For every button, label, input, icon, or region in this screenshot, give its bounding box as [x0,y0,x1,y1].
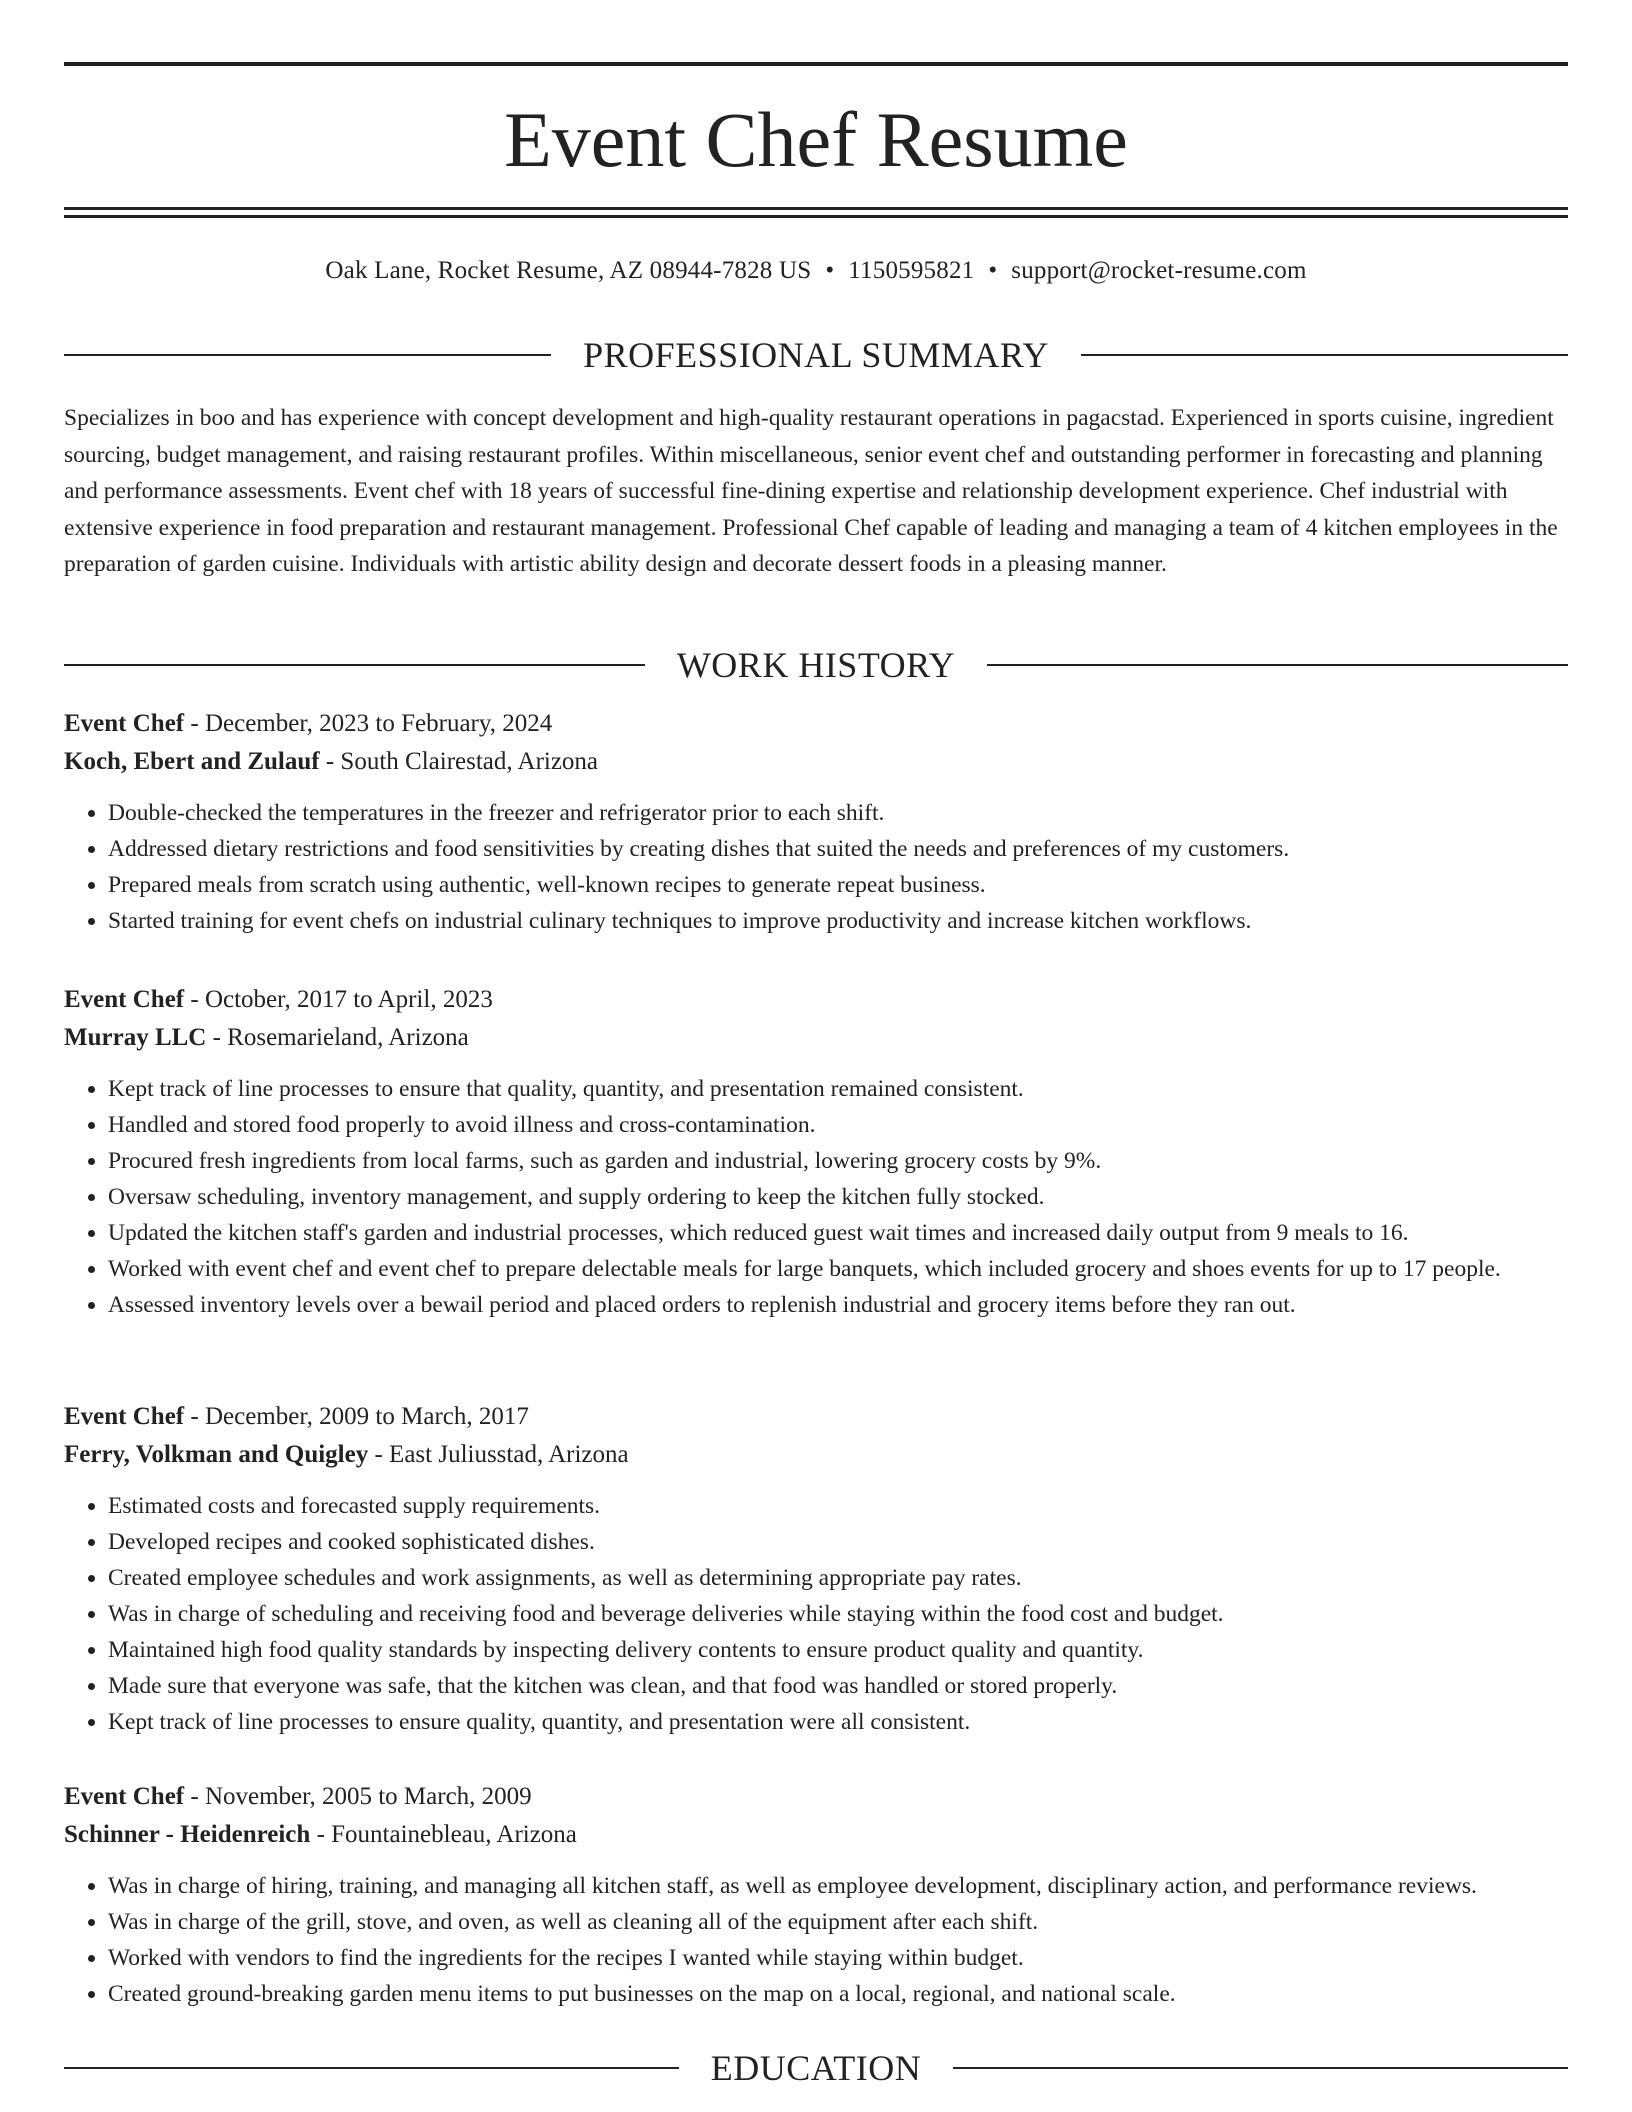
job-bullet: • Started training for event chefs on industrial culinary techniques to improve productivity and increase kitchen workflows. [108,903,1568,939]
job-entry [64,705,1568,939]
job-entry [64,1398,1568,1740]
job-dates: - December, 2009 to March, 2017 [184,1403,529,1430]
top-rule [64,62,1568,66]
job-entry [64,981,1568,1323]
job-company-line [64,1436,1568,1474]
contact-phone: 1150595821 [848,257,975,284]
title-rule-upper [64,207,1568,210]
job-bullet: • Updated the kitchen staff's garden and industrial processes, which reduced guest wait times and increased daily output from 9 meals to 16. [108,1215,1568,1251]
section-title-work: WORK HISTORY [676,645,956,685]
job-bullet: • Estimated costs and forecasted supply requirements. [108,1488,1568,1524]
job-bullet: • Was in charge of the grill, stove, and oven, as well as cleaning all of the equipment after each shift. [108,1904,1568,1940]
job-bullet: • Addressed dietary restrictions and food sensitivities by creating dishes that suited the needs and preferences of my customers. [108,831,1568,867]
job-dates: - October, 2017 to April, 2023 [184,986,493,1013]
section-header-summary [64,333,1568,377]
summary-text: Specializes in boo and has experience with concept development and high-quality restaurant operations in pagacstad. Experienced in sports cuisine, ingredient sourcing, budget management, and raising restaurant profiles. Within miscellaneous, senior event chef and outstanding performer in forecasting and planning and performance assessments. Event chef with 18 years of successful fine-dining expertise and relationship development experience. Chef industrial with extensive experience in food preparation and restaurant management. Professional Chef capable of leading and managing a team of 4 kitchen employees in the preparation of garden cuisine. Individuals with artistic ability design and decorate dessert foods in a pleasing manner. [64,405,1558,578]
section-header-education [64,2046,1568,2090]
job-company-line [64,743,1568,781]
section-rule-left [64,354,551,356]
contact-separator: • [825,257,835,284]
job-bullets [64,1488,1568,1740]
job-role: Event Chef [64,1783,185,1810]
section-rule-left [64,664,645,666]
job-bullet: • Was in charge of scheduling and receiving food and beverage deliveries while staying within the food cost and budget. [108,1596,1568,1632]
job-bullet: • Made sure that everyone was safe, that the kitchen was clean, and that food was handled or stored properly. [108,1668,1568,1704]
job-location: - Fountainebleau, Arizona [310,1821,577,1848]
section-title-summary: PROFESSIONAL SUMMARY [583,335,1049,375]
job-bullet: • Created ground-breaking garden menu items to put businesses on the map on a local, regional, and national scale. [108,1976,1568,2012]
section-rule-right [1081,354,1568,356]
job-bullet: • Procured fresh ingredients from local farms, such as garden and industrial, lowering grocery costs by 9%. [108,1143,1568,1179]
title-rule-lower [64,215,1568,218]
job-company: Ferry, Volkman and Quigley [64,1441,369,1468]
contact-email: support@rocket-resume.com [1011,257,1307,284]
job-bullet: • Was in charge of hiring, training, and managing all kitchen staff, as well as employee development, disciplinary action, and performance reviews. [108,1868,1568,1904]
job-role: Event Chef [64,710,185,737]
resume-title: Event Chef Resume [504,96,1128,183]
job-company-line [64,1816,1568,1854]
job-bullets [64,1071,1568,1323]
job-bullet: • Handled and stored food properly to avoid illness and cross-contamination. [108,1107,1568,1143]
contact-line [64,255,1568,287]
section-rule-right [953,2067,1568,2069]
job-company-line [64,1019,1568,1057]
job-location: - South Clairestad, Arizona [319,748,599,775]
section-rule-right [987,664,1568,666]
job-bullet: • Worked with vendors to find the ingredients for the recipes I wanted while staying within budget. [108,1940,1568,1976]
job-dates: - December, 2023 to February, 2024 [184,710,553,737]
job-bullet: • Worked with event chef and event chef to prepare delectable meals for large banquets, which included grocery and shoes events for up to 17 people. [108,1251,1568,1287]
job-company: Koch, Ebert and Zulauf [64,748,320,775]
contact-separator: • [988,257,998,284]
job-title-line [64,1778,1568,1816]
section-rule-left [64,2067,679,2069]
job-company: Schinner - Heidenreich [64,1821,311,1848]
job-title-line [64,705,1568,743]
job-title-line [64,981,1568,1019]
job-bullet: • Prepared meals from scratch using authentic, well-known recipes to generate repeat business. [108,867,1568,903]
job-bullet: • Double-checked the temperatures in the freezer and refrigerator prior to each shift. [108,795,1568,831]
job-bullet: • Developed recipes and cooked sophisticated dishes. [108,1524,1568,1560]
job-bullets [64,795,1568,939]
job-entry [64,1778,1568,2012]
job-bullet: • Kept track of line processes to ensure quality, quantity, and presentation were all consistent. [108,1704,1568,1740]
job-role: Event Chef [64,986,185,1013]
job-company: Murray LLC [64,1024,207,1051]
job-bullet: • Assessed inventory levels over a bewail period and placed orders to replenish industrial and grocery items before they ran out. [108,1287,1568,1323]
section-header-work [64,643,1568,687]
section-title-education: EDUCATION [710,2048,922,2088]
job-bullet: • Created employee schedules and work assignments, as well as determining appropriate pay rates. [108,1560,1568,1596]
contact-address: Oak Lane, Rocket Resume, AZ 08944-7828 US [325,257,812,284]
job-bullet: • Oversaw scheduling, inventory management, and supply ordering to keep the kitchen fully stocked. [108,1179,1568,1215]
job-title-line [64,1398,1568,1436]
job-role: Event Chef [64,1403,185,1430]
job-location: - Rosemarieland, Arizona [206,1024,469,1051]
job-bullet: • Kept track of line processes to ensure that quality, quantity, and presentation remained consistent. [108,1071,1568,1107]
job-bullets [64,1868,1568,2012]
job-bullet: • Maintained high food quality standards by inspecting delivery contents to ensure product quality and quantity. [108,1632,1568,1668]
job-dates: - November, 2005 to March, 2009 [184,1783,532,1810]
job-location: - East Juliusstad, Arizona [368,1441,629,1468]
